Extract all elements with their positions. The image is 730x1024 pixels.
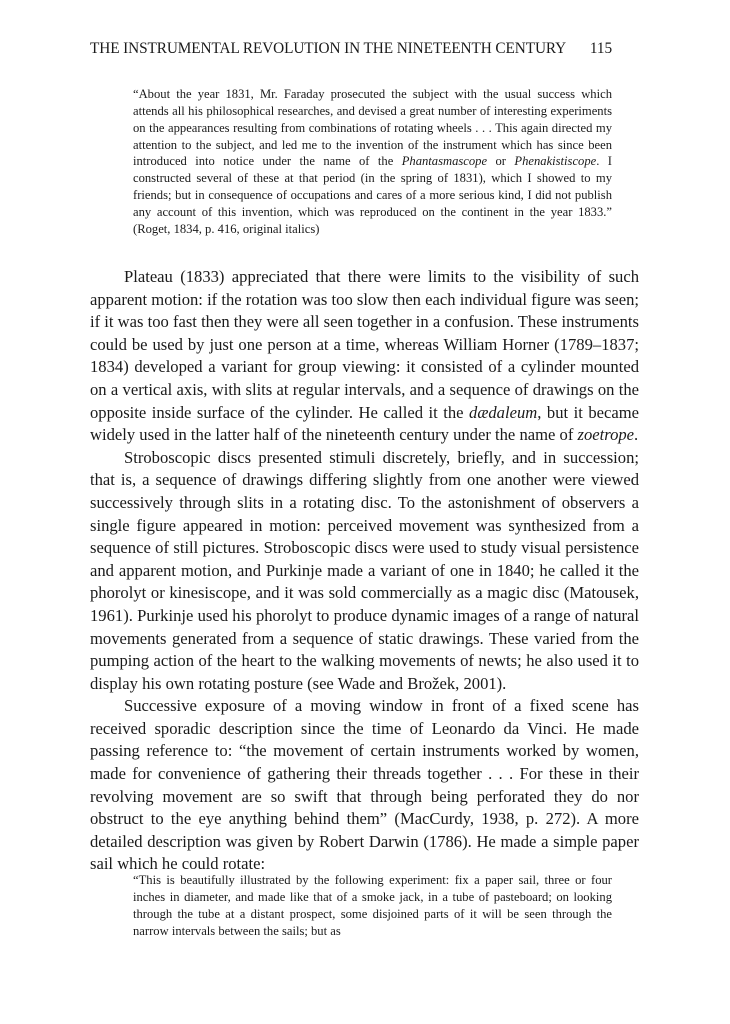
quote-text-segment: . I constructed several of these at that period (in the spring of 1831), which I showed to my friends; but in consequence of occupations and cares of a more serious kind, I did not publish any account of this invention, which was reproduced on the continent in the year 1833.” (Roget, 1834, p. 416, original italics): [133, 154, 612, 236]
page-header: [90, 40, 612, 58]
paragraph-successive-exposure: Successive exposure of a moving window in front of a fixed scene has received sporadic description since the time of Leonardo da Vinci. He made passing reference to: “the movement of certain instruments worked by women, made for convenience of gathering their threads together . . . For these in their revolving movement are so swift that through being perforated they do nor obstruct to the eye anything behind them” (MacCurdy, 1938, p. 272). A more detailed description was given by Robert Darwin (1786). He made a simple paper sail which he could rotate:: [90, 696, 639, 874]
page-number: 115: [589, 40, 612, 57]
quote-italic-term: Phenakistiscope: [514, 154, 597, 169]
paragraph-text-segment: .: [634, 425, 639, 445]
paragraph-text-segment: , but it became widely used in the latter half of the nineteenth century under the name of: [90, 402, 639, 445]
block-quote-text: “This is beautifully illustrated by the following experiment: fix a paper sail, three or four inches in diameter, and made like that of a smoke jack, in a tube of pasteboard; on looking through the tube at a distant prospect, some disjoined parts of it will be seen through the narrow intervals between the sails; but as: [133, 873, 612, 938]
block-quote-text: [133, 86, 612, 238]
running-title: THE INSTRUMENTAL REVOLUTION IN THE NINETEENTH CENTURY: [90, 40, 567, 57]
quote-text-segment: or: [487, 154, 515, 169]
paragraph-text-segment: Plateau (1833) appreciated that there were limits to the visibility of such apparent motion: if the rotation was too slow then each individual figure was seen; if it was too fast then they were all seen together in a confusion. These instruments could be used by just one person at a time, whereas William Horner (1789–1837; 1834) developed a variant for group viewing: it consisted of a cylinder mounted on a vertical axis, with slits at regular intervals, and a sequence of drawings on the opposite inside surface of the cylinder. He called it the: [90, 267, 639, 422]
paragraph-stroboscopic: Stroboscopic discs presented stimuli discretely, briefly, and in succession; that is, a sequence of drawings differing slightly from one another were viewed successively through slits in a rotating disc. To the astonishment of observers a single figure appeared in motion: perceived movement was synthesized from a sequence of still pictures. Stroboscopic discs were used to study visual persistence and apparent motion, and Purkinje made a variant of one in 1840; he called it the phorolyt or kinesiscope, and it was sold commercially as a magic disc (Matousek, 1961). Purkinje used his phorolyt to produce dynamic images of a range of natural movements generated from a sequence of static drawings. These varied from the pumping action of the heart to the walking movements of newts; he also used it to display his own rotating posture (see Wade and Brožek, 2001).: [90, 447, 639, 693]
paragraph-plateau: [90, 266, 639, 447]
paragraph-italic-term: zoetrope: [577, 425, 635, 445]
block-quote-darwin: [133, 872, 612, 939]
paragraph-italic-term: dædaleum: [469, 402, 538, 422]
body-text: [90, 266, 639, 876]
quote-italic-term: Phantasmascope: [401, 154, 488, 169]
block-quote-roget: [133, 86, 612, 238]
quote-text-segment: “About the year 1831, Mr. Faraday prosecuted the subject with the usual success which attends all his philosophical researches, and devised a great number of interesting experiments on the appearances resulting from combinations of rotating wheels . . . This again directed my attention to the subject, and led me to the invention of the instrument which has since been introduced into notice under the name of the: [133, 87, 612, 169]
